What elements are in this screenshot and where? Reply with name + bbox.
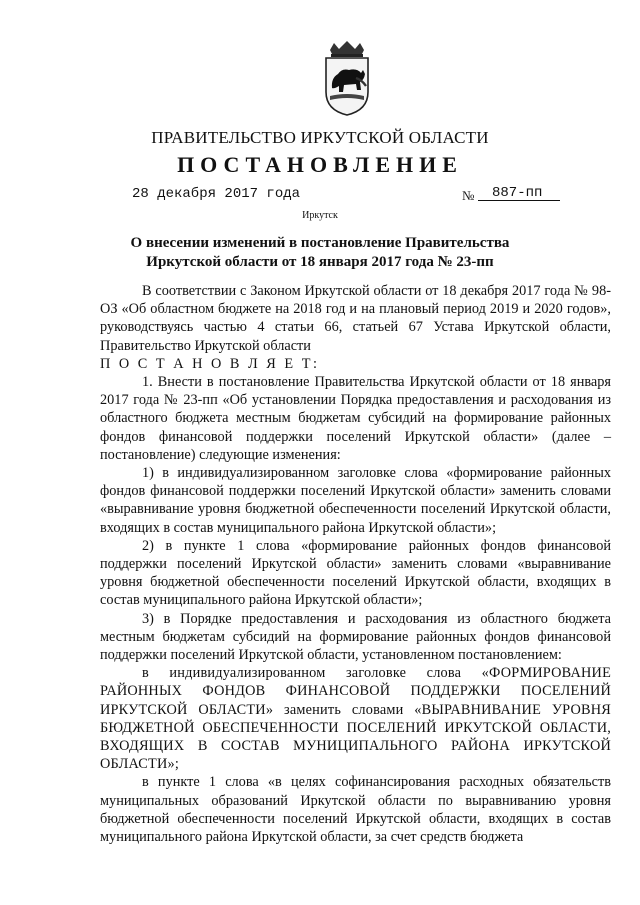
body-paragraph: в пункте 1 слова «в целях софинансирования расходных обязательств муниципальных образований Иркутской области по выравниванию уровня бюджетной обеспеченности поселений Иркутской области, входящих в состав муниципального района Иркутской области, за счет средств бюджета bbox=[100, 774, 611, 846]
document-type-title: ПОСТАНОВЛЕНИЕ bbox=[177, 152, 463, 177]
body-paragraph: В соответствии с Законом Иркутской области от 18 декабря 2017 года № 98-ОЗ «Об областном бюджете на 2018 год и на плановый период 2019 и 2020 годов», руководствуясь частью 4 статьи 66, статьей 67 Устава Иркутской области, Правительство Иркутской области bbox=[100, 283, 611, 354]
document-number: 887-пп bbox=[492, 185, 543, 201]
body-paragraph: 3) в Порядке предоставления и расходования из областного бюджета местным бюджетам субсидий на формирование районных фондов финансовой поддержки поселений Иркутской области, установленном постановлением: bbox=[100, 610, 611, 664]
body-paragraph: 1) в индивидуализированном заголовке слова «формирование районных фондов финансовой поддержки поселений Иркутской области» заменить словами «выравнивание уровня бюджетной обеспеченности поселений Иркутской области, входящих в состав муниципального района Иркутской области»; bbox=[100, 465, 611, 536]
city-label: Иркутск bbox=[302, 210, 338, 221]
coat-of-arms-emblem bbox=[322, 40, 372, 116]
body-paragraph: 1. Внести в постановление Правительства Иркутской области от 18 января 2017 года № 23-пп «Об установлении Порядка предоставления и расходования из областного бюджета местным бюджетам субсидий на формирование районных фондов финансовой поддержки поселений Иркутской области» (далее – постановление) следующие изменения: bbox=[100, 374, 611, 463]
resolution-keyword: П О С Т А Н О В Л Я Е Т: bbox=[100, 355, 320, 372]
body-paragraph: 2) в пункте 1 слова «формирование районных фондов финансовой поддержки поселений Иркутской области» заменить словами «выравнивание уровня бюджетной обеспеченности поселений Иркутской области, входящих в состав муниципального района Иркутской области»; bbox=[100, 537, 611, 609]
document-body bbox=[100, 282, 611, 846]
document-subject: О внесении изменений в постановление Правительства Иркутской области от 18 января 2017 года № 23-пп bbox=[130, 235, 510, 270]
document-date: 28 декабря 2017 года bbox=[132, 186, 301, 202]
body-paragraph: в индивидуализированном заголовке слова «ФОРМИРОВАНИЕ РАЙОННЫХ ФОНДОВ ФИНАНСОВОЙ ПОДДЕРЖКИ ПОСЕЛЕНИЙ ИРКУТСКОЙ ОБЛАСТИ» заменить словами «ВЫРАВНИВАНИЕ УРОВНЯ БЮДЖЕТНОЙ ОБЕСПЕЧЕННОСТИ ПОСЕЛЕНИЙ ИРКУТСКОЙ ОБЛАСТИ, ВХОДЯЩИХ В СОСТАВ МУНИЦИПАЛЬНОГО РАЙОНА ИРКУТСКОЙ ОБЛАСТИ»; bbox=[100, 665, 611, 773]
number-sign: № bbox=[462, 188, 475, 203]
government-title: ПРАВИТЕЛЬСТВО ИРКУТСКОЙ ОБЛАСТИ bbox=[151, 128, 489, 147]
